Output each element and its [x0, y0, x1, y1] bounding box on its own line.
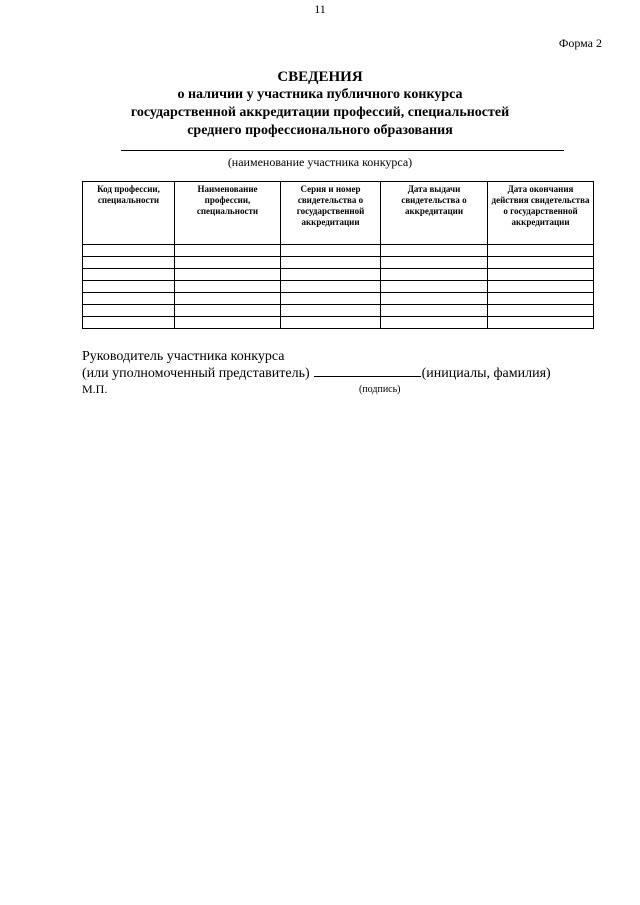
stamp-label: М.П.: [82, 382, 108, 396]
signature-block: [82, 349, 602, 397]
participant-name-line: [121, 150, 564, 151]
participant-name-caption: (наименование участника конкурса): [227, 155, 413, 169]
signature-line-2: [82, 365, 602, 381]
table-cell[interactable]: [83, 281, 175, 293]
table-cell[interactable]: [83, 305, 175, 317]
table-header-row: [83, 182, 594, 245]
accreditation-table: [82, 181, 594, 329]
page-number: 11: [314, 2, 326, 16]
table-cell[interactable]: [488, 317, 594, 329]
table-cell[interactable]: [281, 257, 381, 269]
form-label: Форма 2: [558, 36, 602, 50]
table-cell[interactable]: [488, 281, 594, 293]
header-certificate-number: Серия и номер свидетельства о государственной аккредитации: [281, 182, 381, 245]
table-cell[interactable]: [281, 245, 381, 257]
table-cell[interactable]: [381, 281, 488, 293]
signature-blank[interactable]: [314, 365, 421, 377]
table-row: [83, 293, 594, 305]
signature-line-3: [82, 381, 602, 397]
title-main: СВЕДЕНИЯ: [277, 69, 363, 85]
table-cell[interactable]: [281, 269, 381, 281]
table-cell[interactable]: [175, 293, 281, 305]
signature-representative-label: (или уполномоченный представитель): [82, 366, 310, 381]
table-cell[interactable]: [381, 305, 488, 317]
table-cell[interactable]: [83, 269, 175, 281]
table-cell[interactable]: [381, 257, 488, 269]
header-name: Наименование профессии, специальности: [175, 182, 281, 245]
table-cell[interactable]: [381, 293, 488, 305]
table-row: [83, 257, 594, 269]
table-cell[interactable]: [488, 305, 594, 317]
table-row: [83, 269, 594, 281]
table-cell[interactable]: [281, 305, 381, 317]
table-cell[interactable]: [488, 269, 594, 281]
signature-line-1: Руководитель участника конкурса: [82, 349, 285, 364]
table-cell[interactable]: [381, 269, 488, 281]
table-row: [83, 317, 594, 329]
table-cell[interactable]: [381, 317, 488, 329]
table-cell[interactable]: [83, 257, 175, 269]
table-cell[interactable]: [281, 281, 381, 293]
table-cell[interactable]: [175, 257, 281, 269]
signature-caption: (подпись): [359, 384, 401, 395]
table-cell[interactable]: [381, 245, 488, 257]
table-body: [83, 245, 594, 329]
table-cell[interactable]: [175, 269, 281, 281]
table-cell[interactable]: [281, 317, 381, 329]
table-cell[interactable]: [175, 305, 281, 317]
document-title: [0, 68, 640, 140]
table-row: [83, 245, 594, 257]
table-cell[interactable]: [175, 317, 281, 329]
signature-initials-label: (инициалы, фамилия): [421, 366, 551, 381]
title-line-3: среднего профессионального образования: [187, 123, 453, 138]
table-cell[interactable]: [83, 317, 175, 329]
table-cell[interactable]: [83, 245, 175, 257]
header-expiry-date: Дата окончания действия свидетельства о государственной аккредитации: [488, 182, 594, 245]
table-row: [83, 305, 594, 317]
table-cell[interactable]: [488, 293, 594, 305]
table-row: [83, 281, 594, 293]
table-cell[interactable]: [175, 281, 281, 293]
title-line-2: государственной аккредитации профессий, специальностей: [130, 105, 510, 120]
header-code: Код профессии, специальности: [83, 182, 175, 245]
table-cell[interactable]: [175, 245, 281, 257]
table-cell[interactable]: [281, 293, 381, 305]
title-line-1: о наличии у участника публичного конкурса: [177, 87, 463, 102]
header-issue-date: Дата выдачи свидетельства о аккредитации: [381, 182, 488, 245]
table-cell[interactable]: [488, 257, 594, 269]
table-cell[interactable]: [83, 293, 175, 305]
table-cell[interactable]: [488, 245, 594, 257]
